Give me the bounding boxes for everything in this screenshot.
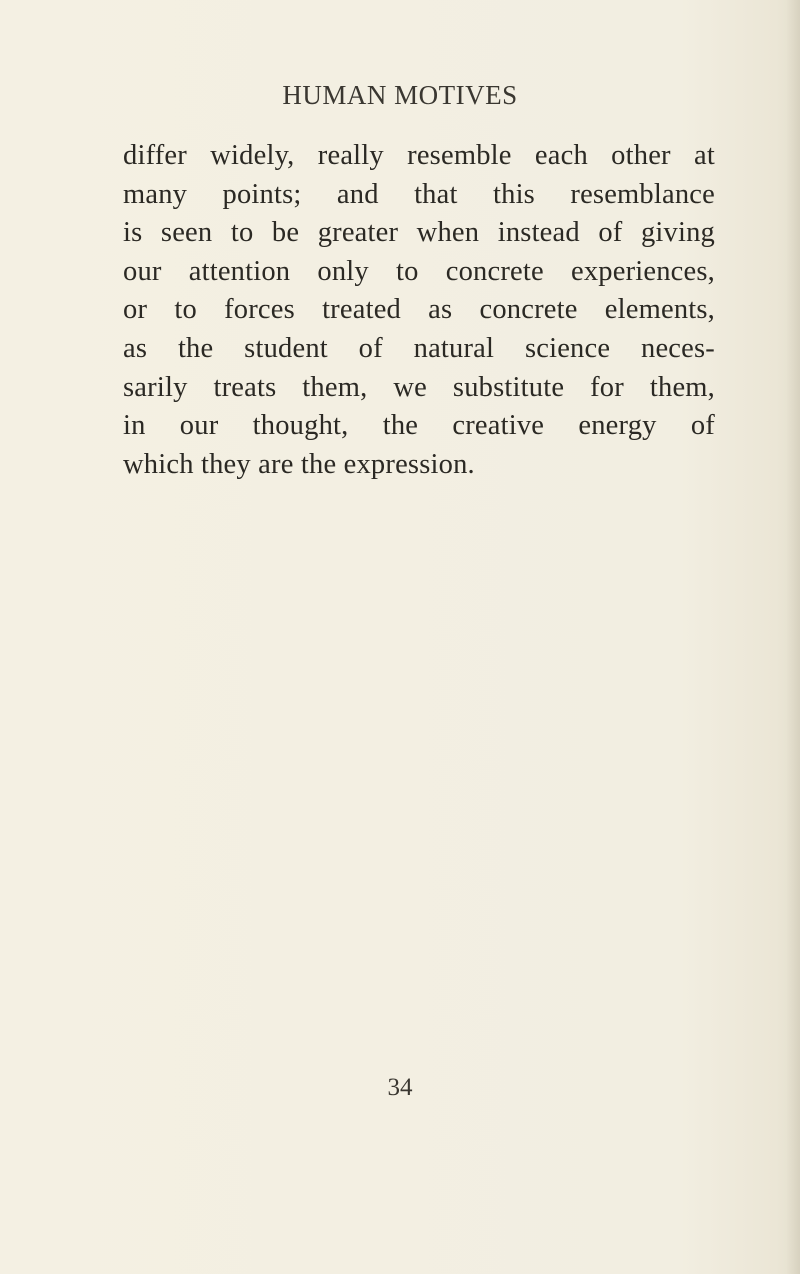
- body-line: many points; and that this resemblance: [123, 178, 715, 210]
- body-line: is seen to be greater when instead of giving: [123, 217, 715, 249]
- body-line: sarily treats them, we substitute for them,: [123, 371, 715, 403]
- body-line: as the student of natural science neces-: [123, 332, 715, 364]
- body-line: differ widely, really resemble each other at: [123, 140, 715, 171]
- body-text: [123, 137, 715, 484]
- body-line: which they are the expression.: [123, 448, 475, 480]
- page-number: 34: [387, 1074, 413, 1101]
- running-head: HUMAN MOTIVES: [282, 80, 518, 110]
- body-line: or to forces treated as concrete elements,: [123, 294, 715, 326]
- body-line: our attention only to concrete experiences,: [123, 255, 715, 287]
- body-line: in our thought, the creative energy of: [123, 410, 715, 442]
